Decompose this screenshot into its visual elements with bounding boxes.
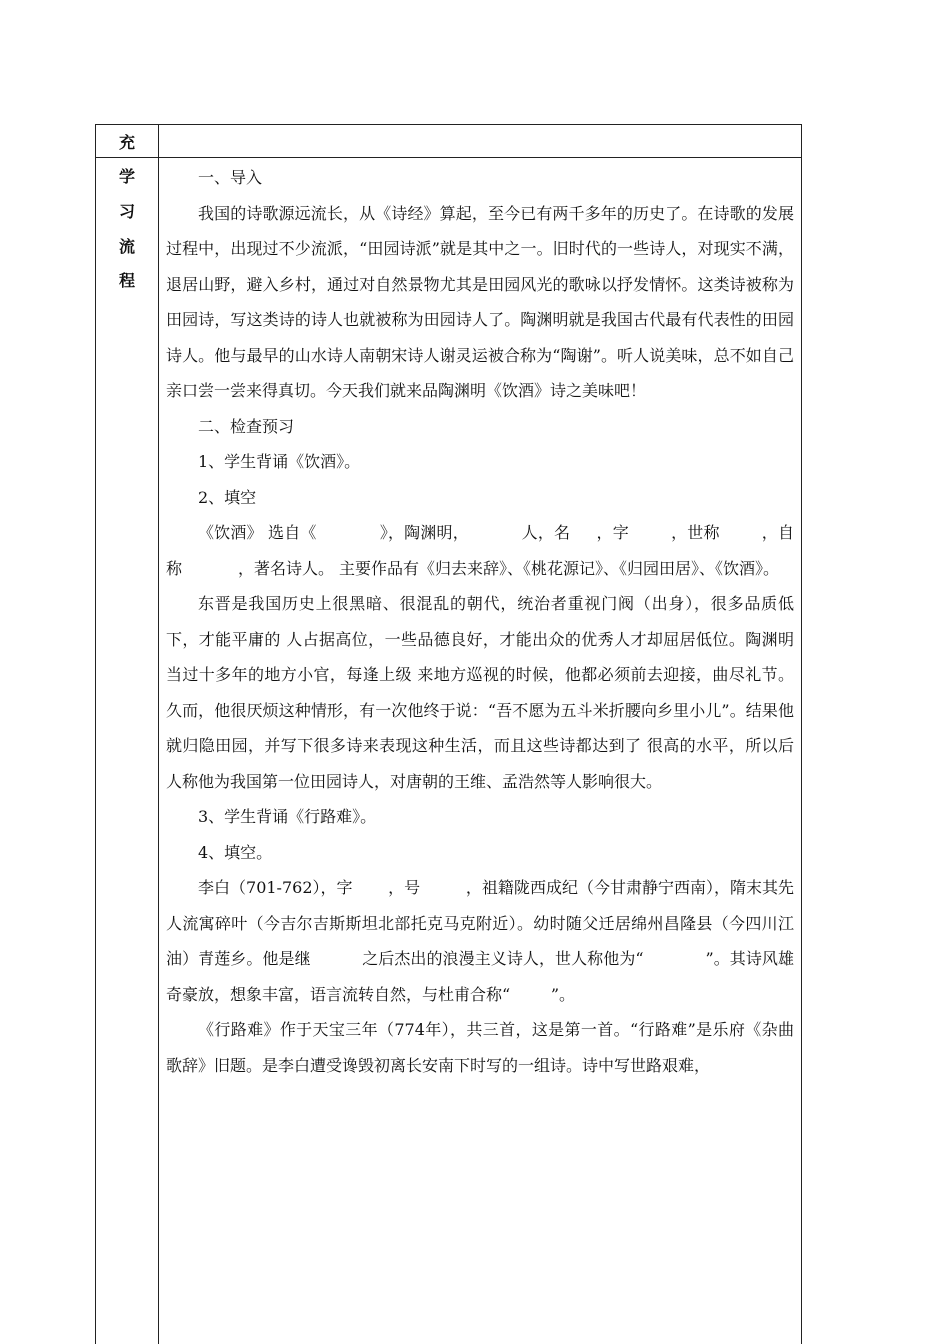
heading-intro: 一、导入 bbox=[198, 168, 263, 187]
lesson-content bbox=[166, 160, 794, 1083]
eastern-jin-background: 东晋是我国历史上很黑暗、很混乱的朝代，统治者重视门阀（出身），很多品质低下，才能平庸的 人占据高位，一些品德良好，才能出众的优秀人才却屈居低位。陶渊明当过十多年的地方小官，每逢上级 来地方巡视的时候，他都必须前去迎接，曲尽礼节。久而，他很厌烦这种情形，有一次他终于说：“吾不愿为五斗米折腰向乡里小儿”。结果他就归隐田园，并写下很多诗来表现这种生活，而且这些诗都达到了 很高的水平，所以后人称他为我国第一位田园诗人，对唐朝的王维、孟浩然等人影响很大。 bbox=[166, 594, 794, 791]
task-fill-blank-2: 4、填空。 bbox=[198, 842, 273, 862]
fill-blank-taoyuanming: 《饮酒》 选自《 》，陶渊明， 人，名 ，字 ，世称 ，自称 ，著名诗人。 主要作品有《归去来辞》、《桃花源记》、《归园田居》、《饮酒》。 bbox=[166, 523, 794, 578]
row-divider bbox=[95, 157, 802, 158]
xinglunan-background: 《行路难》作于天宝三年（774年），共三首，这是第一首。“行路难”是乐府《杂曲歌辞》旧题。是李白遭受谗毁初离长安南下时写的一组诗。诗中写世路艰难， bbox=[166, 1020, 794, 1075]
heading-preview: 二、检查预习 bbox=[198, 416, 295, 436]
fill-blank-libai: 李白（701-762），字 ，号 ，祖籍陇西成纪（今甘肃静宁西南），隋末其先人流寓碎叶（今吉尔吉斯斯坦北部托克马克附近）。幼时随父迁居绵州昌隆县（今四川江油）青莲乡。他是继 之后杰出的浪漫主义诗人，世人称他为“ ”。其诗风雄奇豪放，想象丰富，语言流转自然，与杜甫合称“ ”。 bbox=[166, 878, 794, 1004]
process-label-char-1: 学 bbox=[118, 167, 135, 186]
intro-paragraph: 我国的诗歌源远流长，从《诗经》算起，至今已有两千多年的历史了。在诗歌的发展过程中，出现过不少流派，“田园诗派”就是其中之一。旧时代的一些诗人，对现实不满，退居山野，避入乡村，通过对自然景物尤其是田园风光的歌咏以抒发情怀。这类诗被称为田园诗，写这类诗的诗人也就被称为田园诗人了。陶渊明就是我国古代最有代表性的田园诗人。他与最早的山水诗人南朝宋诗人谢灵运被合称为“陶谢”。听人说美味，总不如自己亲口尝一尝来得真切。今天我们就来品陶渊明《饮酒》诗之美味吧！ bbox=[166, 203, 794, 400]
process-label-char-3: 流 bbox=[118, 237, 135, 256]
table-top-border bbox=[95, 124, 802, 125]
column-divider bbox=[158, 124, 159, 1344]
table-right-border bbox=[801, 157, 802, 1344]
process-label-char-4: 程 bbox=[118, 271, 135, 290]
task-recite-xinglunan: 3、学生背诵《行路难》。 bbox=[198, 807, 377, 826]
task-recite-yinjiu: 1、学生背诵《饮酒》。 bbox=[198, 452, 361, 471]
top-cell-label: 充 bbox=[118, 133, 135, 152]
table-right-border-top bbox=[801, 124, 802, 158]
task-fill-blank-1: 2、填空 bbox=[198, 487, 257, 507]
process-label-char-2: 习 bbox=[118, 202, 135, 221]
